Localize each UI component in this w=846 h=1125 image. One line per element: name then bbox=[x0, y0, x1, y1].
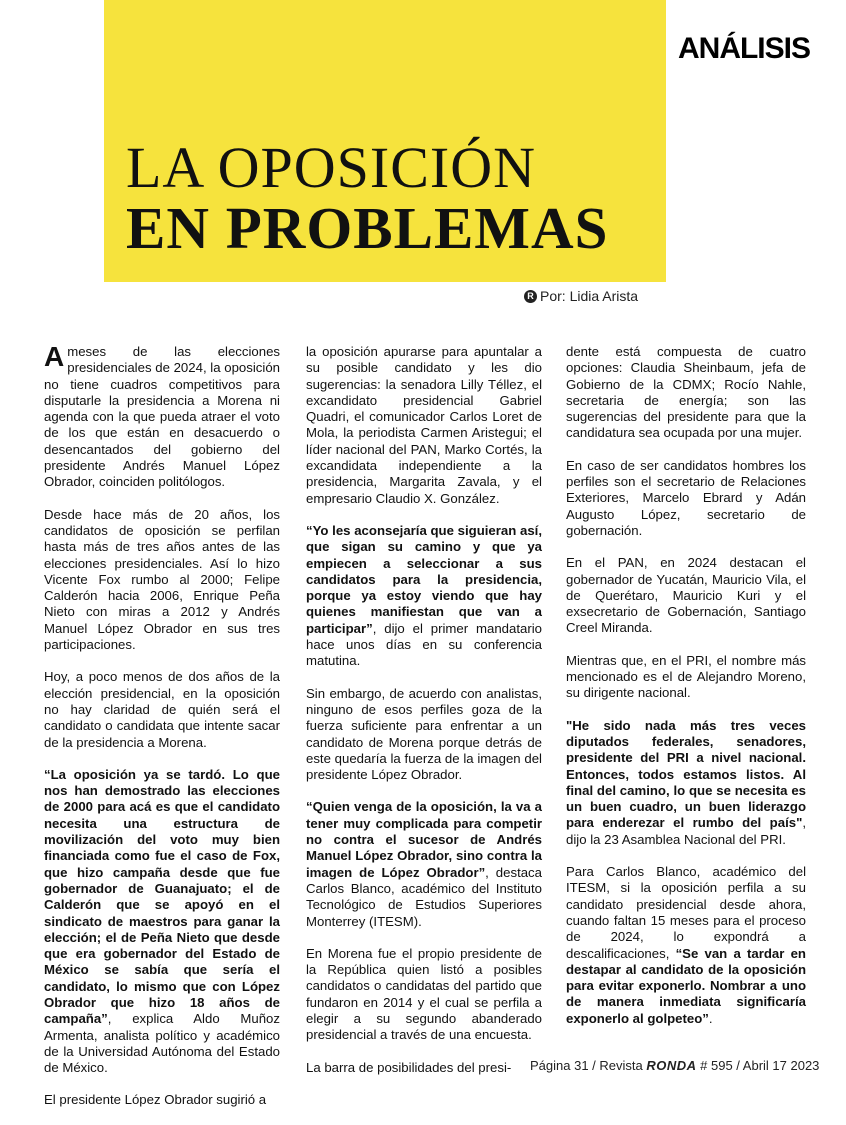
paragraph bbox=[306, 799, 542, 929]
pull-quote: “Yo les aconsejaría que siguieran así, que sigan su camino y que ya empiecen a seleccionar a sus candidatos para la presidencia, porque ya estoy viendo que hay quienes manifiestan que van a participar” bbox=[306, 522, 542, 636]
byline-text: Por: Lidia Arista bbox=[540, 288, 639, 304]
paragraph: En caso de ser candidatos hombres los perfiles son el secretario de Relaciones Exteriores, Marcelo Ebrard y Adán Augusto López, secretario de gobernación. bbox=[566, 457, 806, 538]
byline bbox=[524, 288, 638, 304]
paragraph: Mientras que, en el PRI, el nombre más mencionado es el de Alejandro Moreno, su dirigente nacional. bbox=[566, 652, 806, 701]
paragraph: Hoy, a poco menos de dos años de la elección presidencial, en la oposición no hay claridad de quién será el candidato o candidata que intente sacar de la presidencia a Morena. bbox=[44, 669, 280, 750]
page-footer bbox=[530, 1058, 819, 1073]
paragraph-text: , explica Aldo Muñoz Armenta, analista político y académico de la Universidad Autónoma del Estado de México. bbox=[44, 1011, 280, 1076]
paragraph-text: . bbox=[708, 1010, 713, 1026]
headline-line-1: LA OPOSICIÓN bbox=[126, 135, 536, 200]
pull-quote: “Se van a tardar en destapar al candidato de la oposición para evitar exponerlo. Nombrar a uno de manera inmediata significaría exponerlo al golpeteo” bbox=[566, 945, 806, 1026]
section-label: ANÁLISIS bbox=[677, 32, 810, 65]
paragraph bbox=[566, 864, 806, 1027]
ronda-logo-icon: R bbox=[524, 290, 537, 303]
paragraph-text: , dijo el primer mandatario hace unos días en su conferencia matutina. bbox=[306, 620, 542, 669]
pull-quote: "He sido nada más tres veces diputados federales, senadores, presidente del PRI a nivel nacional. Entonces, todos estamos listos. Al final del camino, lo que se necesita es un buen cuadro, un buen liderazgo para enderezar el rumbo del país" bbox=[566, 717, 806, 831]
page-number: Página 31 / Revista bbox=[530, 1058, 647, 1073]
paragraph: En el PAN, en 2024 destacan el gobernador de Yucatán, Mauricio Vila, el de Querétaro, Mauricio Kuri y el exsecretario de Gobernación, Santiago Creel Miranda. bbox=[566, 555, 806, 636]
paragraph: Sin embargo, de acuerdo con analistas, ninguno de esos perfiles goza de la fuerza suficiente para enfrentar a un candidato de Morena porque detrás de este quedaría la fuerza de la imagen del presidente López Obrador. bbox=[306, 685, 542, 783]
paragraph: La barra de posibilidades del presi- bbox=[306, 1059, 512, 1075]
paragraph: Desde hace más de 20 años, los candidatos de oposición se perfilan hasta más de tres años antes de las elecciones presidenciales. Así lo hizo Vicente Fox rumbo al 2000; Felipe Calderón hacia 2006, Enrique Peña Nieto con miras a 2012 y Andrés Manuel López Obrador en sus tres participaciones. bbox=[44, 506, 280, 653]
paragraph: El presidente López Obrador sugirió a bbox=[44, 1092, 267, 1108]
paragraph bbox=[306, 523, 542, 670]
pull-quote: “La oposición ya se tardó. Lo que nos han demostrado las elecciones de 2000 para acá es que el candidato necesita una estructura de movilización del voto muy bien financiada como fue el caso de Fox, que hizo campaña desde que fue gobernador de Guanajuato; el de Calderón que se apoyó en el sindicato de maestros para ganar la elección; el de Peña Nieto que desde que era gobernador del Estado de México se sabía que sería el candidato, lo mismo que con López Obrador que hizo 18 años de campaña” bbox=[44, 766, 280, 1027]
paragraph bbox=[44, 767, 280, 1077]
magazine-brand: RONDA bbox=[646, 1058, 697, 1073]
issue-info: # 595 / Abril 17 2023 bbox=[696, 1058, 820, 1073]
paragraph-text: , dijo la 23 Asamblea Nacional del PRI. bbox=[566, 815, 806, 847]
article-column-2 bbox=[306, 344, 542, 1092]
article-column-1 bbox=[44, 341, 280, 1125]
article-column-3 bbox=[566, 344, 806, 1043]
paragraph-text: , destaca Carlos Blanco, académico del Instituto Tecnológico de Estudios Superiores Monterrey (ITESM). bbox=[306, 864, 542, 929]
paragraph: En Morena fue el propio presidente de la República quien listó a posibles candidatos o candidatas del partido que fundaron en 2014 y el cual se perfila a elegir a su segundo abanderado presidencial a través de una encuesta. bbox=[306, 945, 542, 1043]
drop-cap: A bbox=[44, 341, 65, 372]
paragraph: dente está compuesta de cuatro opciones: Claudia Sheinbaum, jefa de Gobierno de la CDMX; Rocío Nahle, secretaria de energía; son las sugerencias del presidente para que la candidatura sea ocupada por una mujer. bbox=[566, 344, 806, 441]
title-block bbox=[104, 0, 666, 282]
paragraph-text: Para Carlos Blanco, académico del ITESM, si la oposición perfila a su candidato presidencial desde ahora, cuando faltan 15 meses para el proceso de 2024, lo expondrá a descalificaciones, bbox=[566, 864, 806, 961]
pull-quote: “Quien venga de la oposición, la va a tener muy complicada para competir no contra el sucesor de Andrés Manuel López Obrador, sino contra la imagen de López Obrador” bbox=[306, 799, 542, 880]
paragraph bbox=[44, 341, 280, 491]
paragraph: la oposición apurarse para apuntalar a su posible candidato y les dio sugerencias: la senadora Lilly Téllez, el excandidato presidencial Gabriel Quadri, el comunicador Carlos Loret de Mola, la periodista Carmen Aristegui; el líder nacional del PAN, Marko Cortés, la excandidata independiente a la presidencia, Margarita Zavala, y el empresario Claudio X. González. bbox=[306, 344, 542, 506]
paragraph-text: meses de las elecciones presidenciales de 2024, la oposición no tiene cuadros competitivos para disputarle la presidencia a Morena ni agenda con la que pueda atraer el voto de los que están en desacuerdo o desencantados del gobierno del presidente Andrés Manuel López Obrador, coinciden politólogos. bbox=[44, 344, 280, 490]
paragraph bbox=[566, 718, 806, 848]
headline-line-2: EN PROBLEMAS bbox=[126, 195, 609, 261]
